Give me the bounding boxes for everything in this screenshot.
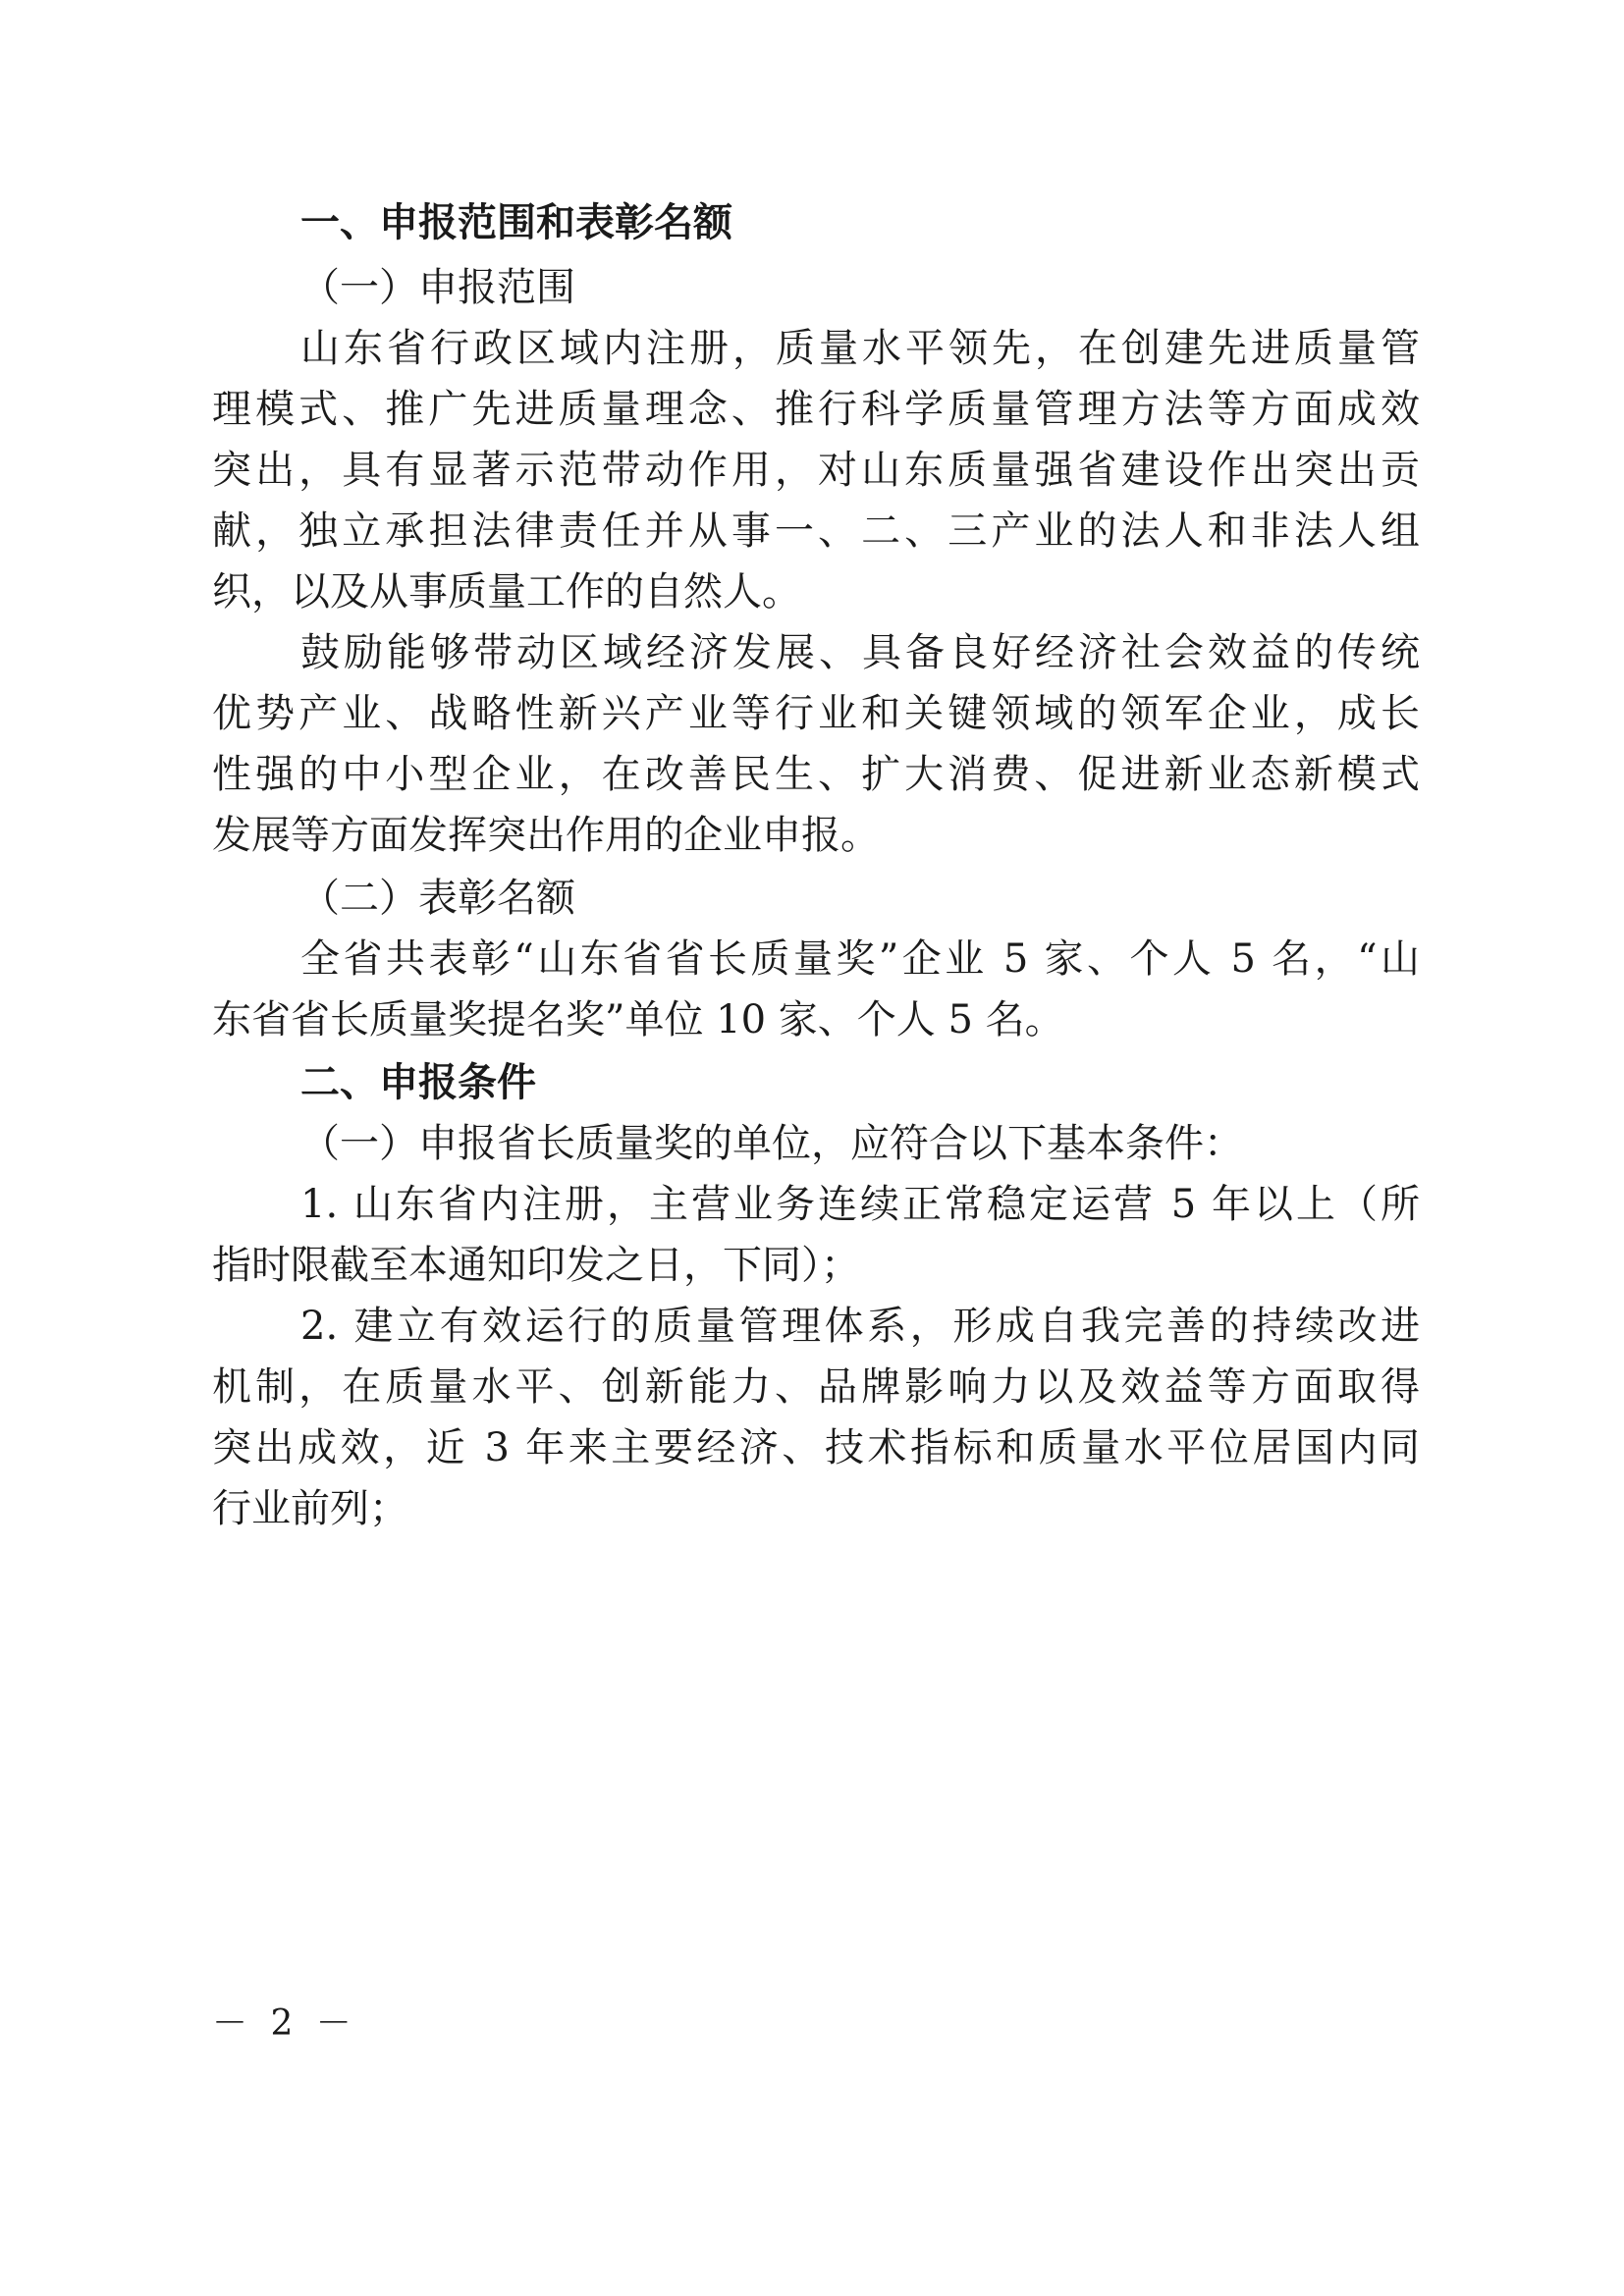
list-item-line: 突出成效，近 3 年来主要经济、技术指标和质量水平位居国内同 [212, 1425, 1420, 1470]
subsection-1-2-heading: （二）表彰名额 [300, 876, 575, 921]
list-item-line: 指时限截至本通知印发之日，下同）； [212, 1243, 860, 1288]
section-1-heading: 一、申报范围和表彰名额 [300, 200, 732, 245]
page-number: － 2 － [212, 2003, 357, 2044]
paragraph-line: 献，独立承担法律责任并从事一、二、三产业的法人和非法人组 [212, 508, 1420, 554]
paragraph-line: 东省省长质量奖提名奖”单位 10 家、个人 5 名。 [212, 997, 1064, 1042]
paragraph-line: 优势产业、战略性新兴产业等行业和关键领域的领军企业，成长 [212, 691, 1420, 736]
paragraph-line: 性强的中小型企业，在改善民生、扩大消费、促进新业态新模式 [212, 752, 1420, 797]
paragraph-line: 理模式、推广先进质量理念、推行科学质量管理方法等方面成效 [212, 387, 1420, 432]
paragraph-line: 发展等方面发挥突出作用的企业申报。 [212, 813, 880, 858]
list-item-line: 机制，在质量水平、创新能力、品牌影响力以及效益等方面取得 [212, 1364, 1420, 1410]
list-item-line: 1. 山东省内注册，主营业务连续正常稳定运营 5 年以上（所 [300, 1182, 1420, 1227]
paragraph-line: 全省共表彰“山东省省长质量奖”企业 5 家、个人 5 名，“山 [300, 936, 1420, 982]
subsection-1-1-heading: （一）申报范围 [300, 265, 575, 310]
list-item-line: 2. 建立有效运行的质量管理体系，形成自我完善的持续改进 [300, 1304, 1420, 1349]
section-2-heading: 二、申报条件 [300, 1060, 536, 1105]
paragraph-line: 山东省行政区域内注册，质量水平领先，在创建先进质量管 [300, 326, 1420, 371]
subsection-2-1-heading: （一）申报省长质量奖的单位，应符合以下基本条件： [300, 1121, 1243, 1166]
list-item-line: 行业前列； [212, 1486, 408, 1531]
paragraph-line: 鼓励能够带动区域经济发展、具备良好经济社会效益的传统 [300, 630, 1420, 675]
paragraph-line: 突出，具有显著示范带动作用，对山东质量强省建设作出突出贡 [212, 448, 1420, 493]
paragraph-line: 织，以及从事质量工作的自然人。 [212, 569, 801, 614]
